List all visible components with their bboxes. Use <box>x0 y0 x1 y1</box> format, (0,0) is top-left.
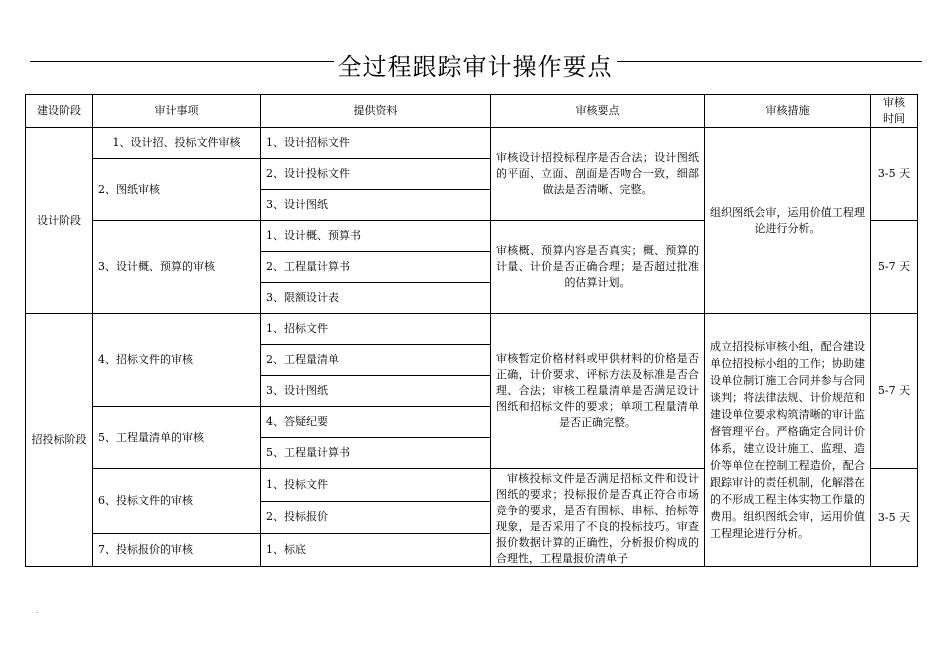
material-bid-doc: 1、投标文件 <box>261 469 491 502</box>
material-base-price: 1、标底 <box>261 534 491 567</box>
material-design-drawings: 3、设计图纸 <box>261 190 491 221</box>
item-budget-review: 3、设计概、预算的审核 <box>93 221 261 314</box>
audit-table <box>25 94 918 567</box>
page-footer-mark: . <box>36 606 39 615</box>
material-bill-of-quantities: 2、工程量清单 <box>261 345 491 376</box>
header-stage: 建设阶段 <box>26 95 93 128</box>
material-design-tender-doc: 1、设计招标文件 <box>261 128 491 159</box>
header-measures: 审核措施 <box>705 95 871 128</box>
item-bid-price-review: 7、投标报价的审核 <box>93 534 261 567</box>
page-title-text: 全过程跟踪审计操作要点 <box>334 53 617 81</box>
material-tender-doc: 1、招标文件 <box>261 314 491 345</box>
table-row <box>26 314 918 345</box>
time-design-1: 3-5 天 <box>871 128 918 221</box>
points-bidding-bid <box>491 469 705 567</box>
stage-bidding: 招投标阶段 <box>26 314 93 567</box>
item-bid-doc-review: 6、投标文件的审核 <box>93 469 261 534</box>
table-row <box>26 128 918 159</box>
material-bidding-drawings: 3、设计图纸 <box>261 376 491 407</box>
material-qa-minutes: 4、答疑纪要 <box>261 407 491 438</box>
points-bidding-bid-text: 审核投标文件是否满足招标文件和设计图纸的要求；投标报价是否真正符合市场竞争的要求，是否有围标、串标、抬标等现象，是否采用了不良的投标技巧。审查报价数据计算的正确性，分析报价构成的合理性，工程量报价清单子 <box>496 472 699 565</box>
header-row <box>26 95 918 128</box>
points-design-bidding: 审核设计招投标程序是否合法；设计图纸的平面、立面、剖面是否吻合一致，细部做法是否清晰、完整。 <box>491 128 705 221</box>
measures-bidding: 成立招投标审核小组，配合建设单位招投标小组的工作；协助建设单位制订施工合同并参与合同谈判；将法律法规、计价规范和建设单位要求构筑清晰的审计监督管理平台。严格确定合同计价体系，建立设计施工、监理、造价等单位在控制工程造价，配合跟踪审计的责任机制，化解潜在的不形成工程主体实物工作量的费用。组织图纸会审，运用价值工程理论进行分析。 <box>705 314 871 567</box>
header-material: 提供资料 <box>261 95 491 128</box>
item-drawing-review: 2、图纸审核 <box>93 159 261 221</box>
page-title <box>0 50 950 84</box>
material-quantity-calc: 2、工程量计算书 <box>261 252 491 283</box>
stage-design: 设计阶段 <box>26 128 93 314</box>
header-points: 审核要点 <box>491 95 705 128</box>
measures-design: 组织图纸会审，运用价值工程理论进行分析。 <box>705 128 871 314</box>
header-time: 审核时间 <box>871 95 918 128</box>
material-design-bid-doc: 2、设计投标文件 <box>261 159 491 190</box>
points-design-budget: 审核概、预算内容是否真实；概、预算的计量、计价是否正确合理；是否超过批准的估算计划。 <box>491 221 705 314</box>
header-item: 审计事项 <box>93 95 261 128</box>
item-bill-review: 5、工程量清单的审核 <box>93 407 261 469</box>
item-design-bid-review: 1、设计招、投标文件审核 <box>93 128 261 159</box>
item-tender-doc-review: 4、招标文件的审核 <box>93 314 261 407</box>
time-bidding-2: 3-5 天 <box>871 469 918 567</box>
material-limit-design: 3、限额设计表 <box>261 283 491 314</box>
material-budget-book: 1、设计概、预算书 <box>261 221 491 252</box>
material-bid-price: 2、投标报价 <box>261 501 491 534</box>
time-bidding-1: 5-7 天 <box>871 314 918 469</box>
points-bidding-tender: 审核暂定价格材料或甲供材料的价格是否正确，计价要求、评标方法及标准是否合理、合法；审核工程量清单是否满足设计图纸和招标文件的要求；单项工程量清单是否正确完整。 <box>491 314 705 469</box>
time-design-2: 5-7 天 <box>871 221 918 314</box>
material-bidding-quantity-calc: 5、工程量计算书 <box>261 438 491 469</box>
